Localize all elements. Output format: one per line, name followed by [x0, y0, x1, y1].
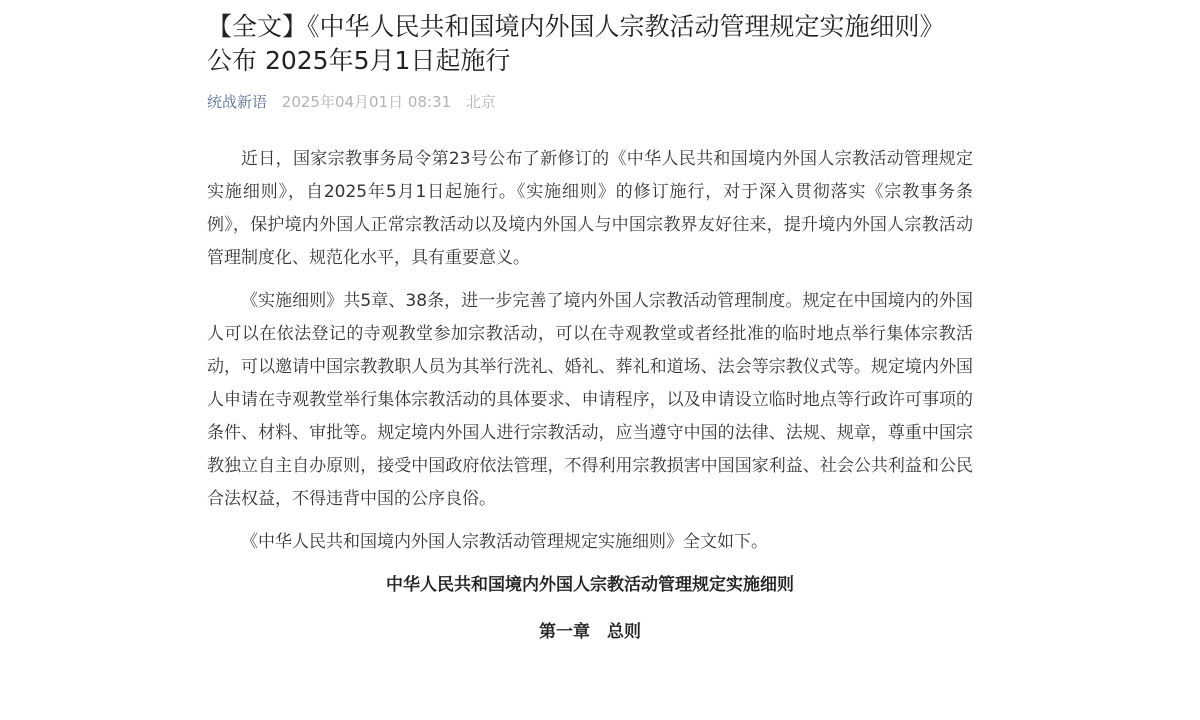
article	[207, 0, 977, 649]
document-title: 中华人民共和国境内外国人宗教活动管理规定实施细则	[386, 575, 794, 595]
article-title-line-2: 公布 2025年5月1日起施行	[207, 46, 511, 75]
article-title-line-1: 【全文】《中华人民共和国境内外国人宗教活动管理规定实施细则》	[207, 12, 945, 41]
chapter-heading: 第一章 总则	[539, 622, 641, 642]
article-body	[207, 143, 973, 649]
publish-date: 2025年04月01日 08:31	[281, 93, 452, 111]
publish-location: 北京	[465, 93, 496, 111]
author-link[interactable]: 统战新语	[207, 93, 268, 111]
body-paragraph: 《中华人民共和国境内外国人宗教活动管理规定实施细则》全文如下。	[241, 532, 768, 552]
article-title	[207, 10, 977, 78]
body-paragraph: 近日，国家宗教事务局令第23号公布了新修订的《中华人民共和国境内外国人宗教活动管理规定实施细则》，自2025年5月1日起施行。《实施细则》的修订施行，对于深入贯彻落实《宗教事务条例》，保护境内外国人正常宗教活动以及境内外国人与中国宗教界友好往来，提升境内外国人宗教活动管理制度化、规范化水平，具有重要意义。	[207, 149, 973, 268]
article-meta	[207, 92, 977, 112]
body-paragraph: 《实施细则》共5章、38条，进一步完善了境内外国人宗教活动管理制度。规定在中国境内的外国人可以在依法登记的寺观教堂参加宗教活动，可以在寺观教堂或者经批准的临时地点举行集体宗教活动，可以邀请中国宗教教职人员为其举行洗礼、婚礼、葬礼和道场、法会等宗教仪式等。规定境内外国人申请在寺观教堂举行集体宗教活动的具体要求、申请程序，以及申请设立临时地点等行政许可事项的条件、材料、审批等。规定境内外国人进行宗教活动，应当遵守中国的法律、法规、规章，尊重中国宗教独立自主自办原则，接受中国政府依法管理，不得利用宗教损害中国国家利益、社会公共利益和公民合法权益，不得违背中国的公序良俗。	[207, 291, 973, 509]
